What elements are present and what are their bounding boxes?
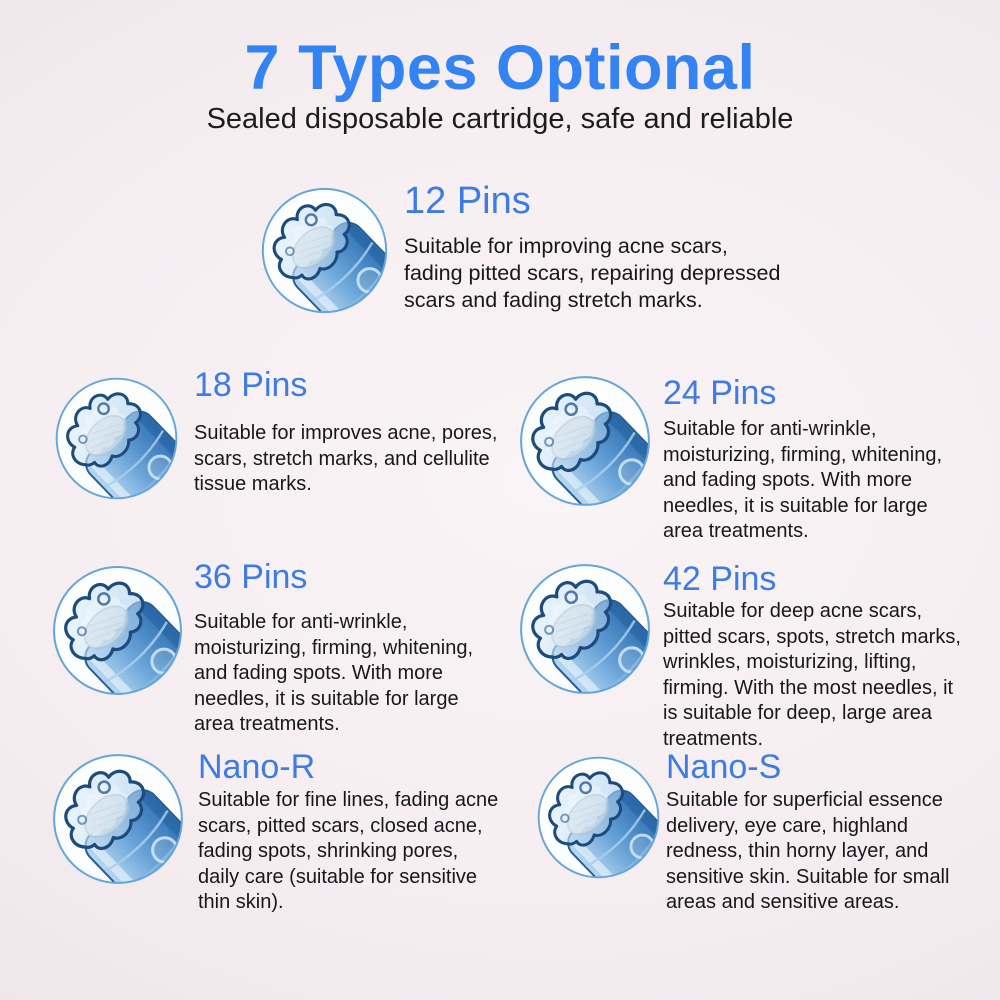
- cartridge-type-title: 42 Pins: [663, 560, 777, 598]
- cartridge-description: Suitable for anti-wrinkle, moisturizing, firming, whitening, and fading spots. With more needles, it is suitable for large area treatments.: [194, 611, 473, 735]
- page-subtitle: Sealed disposable cartridge, safe and reliable: [206, 103, 794, 135]
- needle-cartridge-icon: [47, 560, 188, 701]
- cartridge-info: [198, 748, 504, 916]
- page-title: 7 Types Optional: [244, 33, 756, 103]
- cartridge-description: Suitable for deep acne scars, pitted scars, spots, stretch marks, wrinkles, moisturizing, lifting, firming. With the most needles, it is suitable for deep, large area treatments.: [663, 600, 961, 750]
- cartridge-description: Suitable for improves acne, pores, scars, stretch marks, and cellulite tissue marks.: [194, 422, 498, 495]
- cartridge-photo: [532, 751, 665, 884]
- cartridge-photo: [514, 370, 656, 512]
- cartridge-description: Suitable for superficial essence delivery, eye care, highland redness, thin horny layer, and sensitive skin. Suitable for small areas and sensitive areas.: [666, 789, 950, 913]
- needle-cartridge-icon: [50, 372, 183, 505]
- cartridge-info: [663, 560, 969, 752]
- cartridge-photo: [47, 748, 189, 890]
- cartridge-description: Suitable for anti-wrinkle, moisturizing, firming, whitening, and fading spots. With more needles, it is suitable for large area treatments.: [663, 418, 942, 542]
- cartridge-info: [194, 558, 498, 738]
- cartridge-type-title: Nano-R: [198, 748, 316, 786]
- needle-cartridge-icon: [514, 370, 656, 512]
- needle-cartridge-icon: [532, 751, 665, 884]
- cartridge-type-title: 18 Pins: [194, 366, 308, 404]
- cartridge-type-title: 24 Pins: [663, 374, 777, 412]
- cartridge-description: Suitable for improving acne scars, fading pitted scars, repairing depressed scars and fading stretch marks.: [404, 234, 781, 312]
- cartridge-photo: [47, 560, 188, 701]
- cartridge-photo: [256, 182, 393, 319]
- cartridge-info: [194, 366, 498, 498]
- cartridge-type-title: 36 Pins: [194, 558, 308, 596]
- cartridge-photo: [50, 372, 183, 505]
- needle-cartridge-icon: [47, 748, 189, 890]
- needle-cartridge-icon: [514, 558, 656, 700]
- cartridge-info: [663, 374, 969, 545]
- cartridge-description: Suitable for fine lines, fading acne scars, pitted scars, closed acne, fading spots, shrinking pores, daily care (suitable for sensitive thin skin).: [198, 789, 499, 913]
- needle-cartridge-icon: [256, 182, 393, 319]
- cartridge-photo: [514, 558, 656, 700]
- cartridge-type-title: 12 Pins: [404, 180, 531, 222]
- cartridge-type-title: Nano-S: [666, 748, 782, 786]
- cartridge-info: [404, 180, 788, 314]
- cartridge-info: [666, 748, 972, 916]
